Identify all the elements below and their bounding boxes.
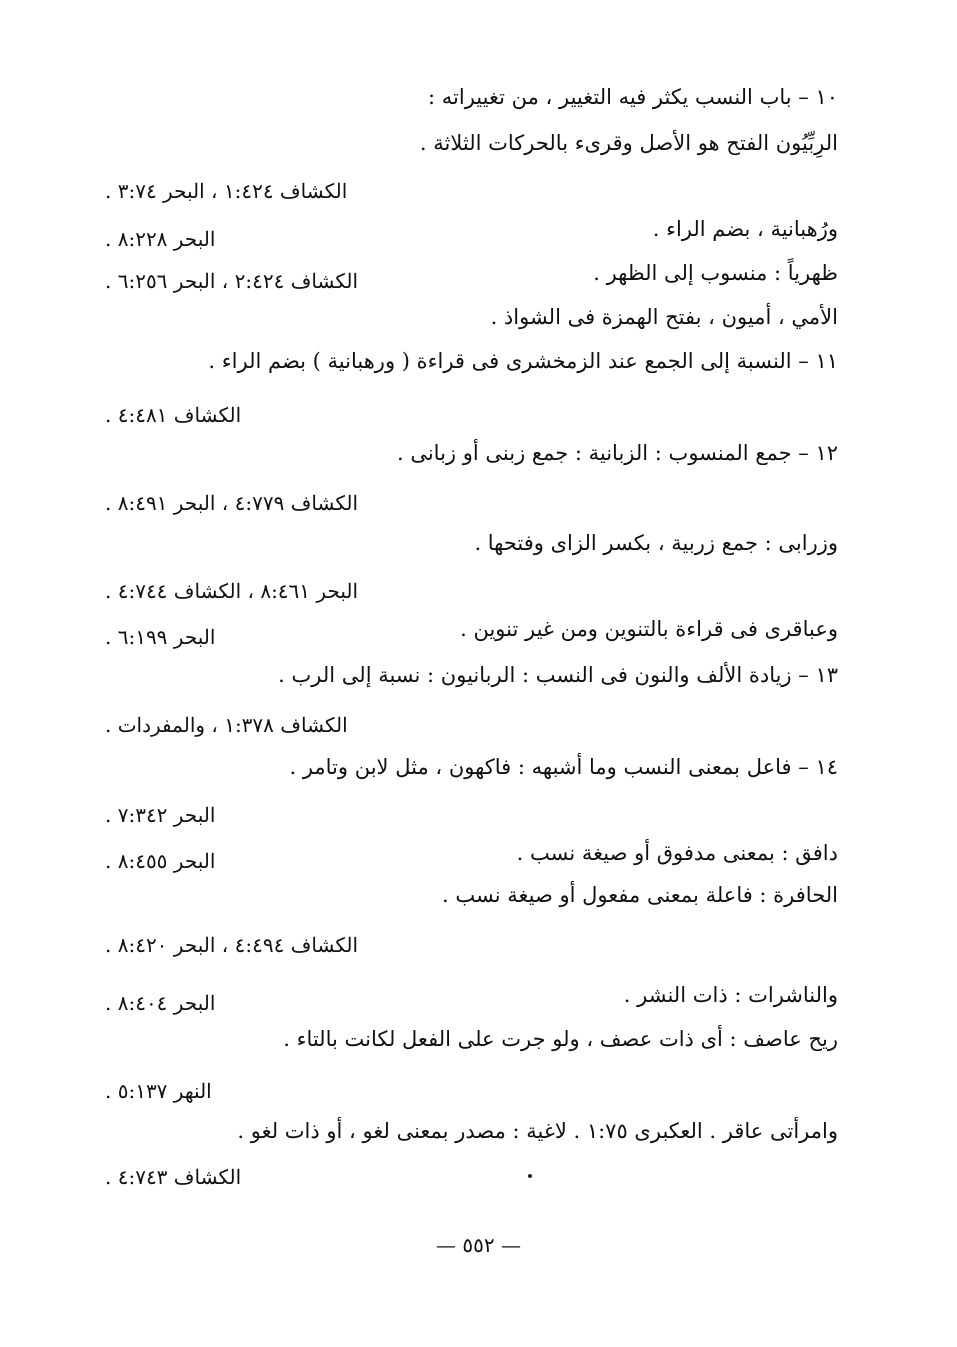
text-line: وامرأتى عاقر . العكبرى ١:٧٥ . لاغية : مصدر بمعنى لغو ، أو ذات لغو . [237, 1119, 838, 1143]
text-line: ريح عاصف : أى ذات عصف ، ولو جرت على الفعل لكانت بالتاء . [283, 1027, 838, 1051]
reference-line: البحر ٦:١٩٩ . [105, 625, 216, 649]
reference-line: البحر ٨:٤٦١ ، الكشاف ٤:٧٤٤ . [105, 579, 359, 603]
text-line: ١٣ – زيادة الألف والنون فى النسب : الربانيون : نسبة إلى الرب . [278, 663, 838, 687]
reference-line: الكشاف ٤:٤٨١ . [105, 403, 242, 427]
text-line: الأمي ، أميون ، بفتح الهمزة فى الشواذ . [490, 305, 838, 329]
text-line: الرِبِّيُون الفتح هو الأصل وقرىء بالحركات الثلاثة . [419, 131, 838, 155]
text-line: دافق : بمعنى مدفوق أو صيغة نسب . [516, 841, 838, 865]
text-line: ١٤ – فاعل بمعنى النسب وما أشبهه : فاكهون ، مثل لابن وتامر . [289, 755, 838, 779]
text-line: ورُهبانية ، بضم الراء . [652, 217, 838, 241]
stray-dot [528, 1174, 532, 1178]
page-number: — ٥٥٢ — [436, 1233, 521, 1257]
text-line: وزرابى : جمع زربية ، بكسر الزاى وفتحها . [474, 531, 838, 555]
text-line: الحافرة : فاعلة بمعنى مفعول أو صيغة نسب . [442, 883, 838, 907]
reference-line: الكشاف ٤:٤٩٤ ، البحر ٨:٤٢٠ . [105, 933, 359, 957]
text-line: ظهرياً : منسوب إلى الظهر . [593, 261, 838, 285]
reference-line: الكشاف ١:٣٧٨ ، والمفردات . [105, 713, 348, 737]
reference-line: النهر ٥:١٣٧ . [105, 1079, 212, 1103]
reference-line: الكشاف ٤:٧٤٣ . [105, 1165, 242, 1189]
reference-line: البحر ٨:٤٠٤ . [105, 991, 216, 1015]
reference-line: الكشاف ١:٤٢٤ ، البحر ٣:٧٤ . [105, 179, 348, 203]
text-line: ١٠ – باب النسب يكثر فيه التغيير ، من تغييراته : [428, 85, 838, 109]
reference-line: البحر ٧:٣٤٢ . [105, 803, 216, 827]
text-line: والناشرات : ذات النشر . [623, 983, 838, 1007]
text-line: وعباقرى فى قراءة بالتنوين ومن غير تنوين . [460, 617, 838, 641]
reference-line: البحر ٨:٤٥٥ . [105, 849, 216, 873]
text-line: ١١ – النسبة إلى الجمع عند الزمخشرى فى قراءة ( ورهبانية ) بضم الراء . [208, 349, 838, 373]
reference-line: الكشاف ٤:٧٧٩ ، البحر ٨:٤٩١ . [105, 491, 359, 515]
reference-line: الكشاف ٢:٤٢٤ ، البحر ٦:٢٥٦ . [105, 269, 359, 293]
text-line: ١٢ – جمع المنسوب : الزبانية : جمع زبنى أو زبانى . [396, 441, 838, 465]
reference-line: البحر ٨:٢٢٨ . [105, 227, 216, 251]
